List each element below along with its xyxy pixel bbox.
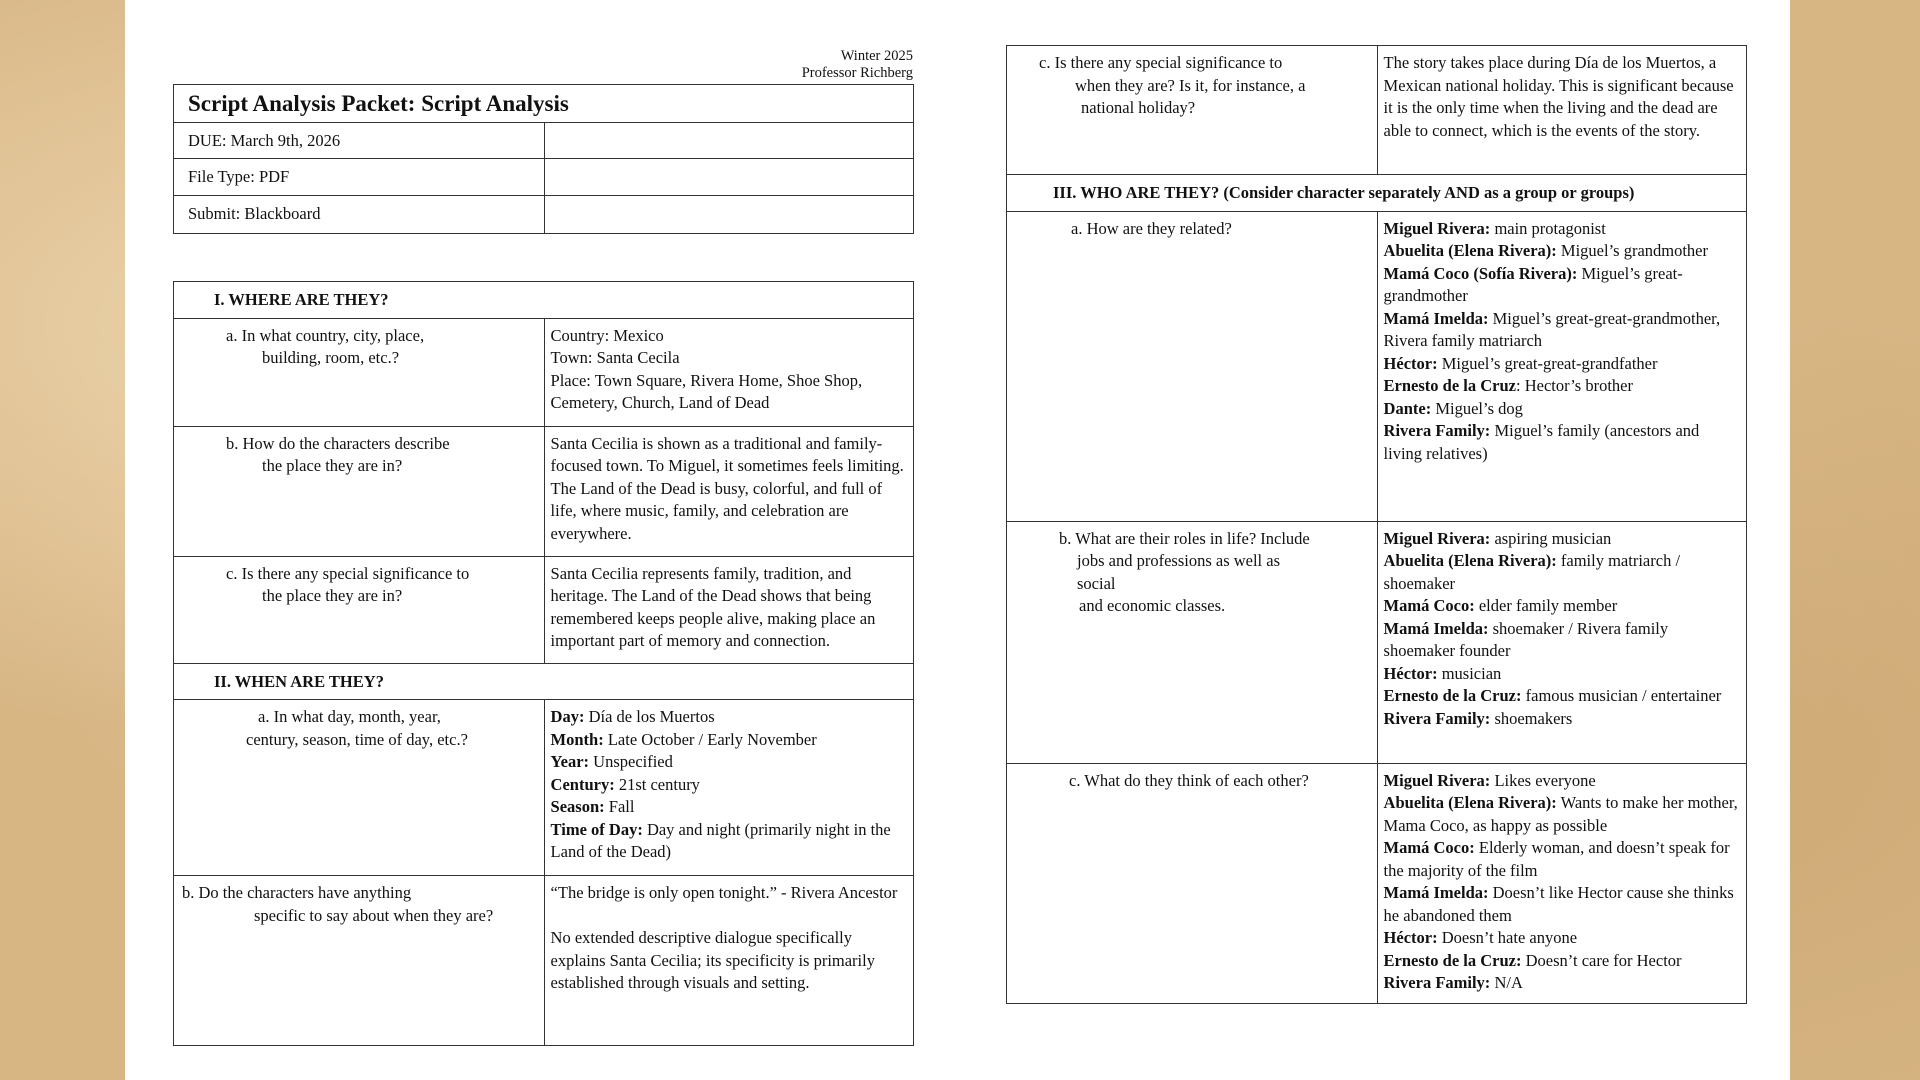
answer-who-a: Miguel Rivera: main protagonist Abuelita (Elena Rivera): Miguel’s grandmother Mamá Coco (Sofía Rivera): Miguel’s great-grandmother Mamá Imelda: Miguel’s great-great-grandmother, Rivera family matriarch Héctor: Miguel’s great-great-grandfather Ernesto de la Cruz: Hector’s brother Dante: Miguel’s dog Rivera Family: Miguel’s family (ancestors and living relatives) (1377, 211, 1746, 521)
section-heading-when: II. WHEN ARE THEY? (174, 663, 914, 700)
due-date: DUE: March 9th, 2026 (174, 122, 545, 159)
answer-where-c: Santa Cecilia represents family, tradition, and heritage. The Land of the Dead shows that being remembered keeps people alive, making place an important part of memory and connection. (544, 556, 913, 663)
question-where-a: a. In what country, city, place, building, room, etc.? (174, 318, 545, 426)
when-year: Year: Unspecified (550, 752, 673, 771)
section-heading-where: I. WHERE ARE THEY? (174, 282, 914, 319)
answer-when-a (544, 700, 913, 876)
question-who-b: b. What are their roles in life? Include jobs and professions as well as social and economic classes. (1007, 521, 1378, 763)
question-when-b: b. Do the characters have anything specific to say about when they are? (174, 876, 545, 1046)
professor-label: Professor Richberg (801, 65, 913, 81)
empty-cell (544, 196, 913, 234)
question-where-c: c. Is there any special significance to the place they are in? (174, 556, 545, 663)
question-where-b: b. How do the characters describe the place they are in? (174, 426, 545, 556)
term-label: Winter 2025 (840, 48, 913, 64)
when-time-of-day: Time of Day: Day and night (primarily night in the Land of the Dead) (550, 819, 891, 861)
when-century: Century: 21st century (550, 774, 700, 794)
page-title: Script Analysis Packet: Script Analysis (174, 85, 914, 123)
when-month: Month: Late October / Early November (550, 729, 817, 749)
course-header (125, 48, 913, 82)
question-when-c: c. Is there any special significance to when they are? Is it, for instance, a national holiday? (1007, 46, 1378, 175)
question-who-c: c. What do they think of each other? (1007, 763, 1378, 1003)
answer-where-b: Santa Cecilia is shown as a traditional and family-focused town. To Miguel, it sometimes feels limiting. The Land of the Dead is busy, colorful, and full of life, where music, family, and celebration are everywhere. (544, 426, 913, 556)
analysis-table-right (1006, 45, 1747, 1004)
answer-when-c: The story takes place during Día de los Muertos, a Mexican national holiday. This is significant because it is the only time when the living and the dead are able to connect, which is the events of the story. (1377, 46, 1746, 175)
question-when-a: a. In what day, month, year, century, season, time of day, etc.? (174, 700, 545, 876)
empty-cell (544, 159, 913, 196)
empty-cell (544, 122, 913, 159)
answer-where-a: Country: Mexico Town: Santa Cecila Place: Town Square, Rivera Home, Shoe Shop, Cemetery, Church, Land of Dead (544, 318, 913, 426)
when-season: Season: Fall (550, 797, 635, 816)
when-day: Day: Día de los Muertos (550, 707, 715, 726)
file-type: File Type: PDF (174, 159, 545, 196)
title-table (173, 84, 914, 234)
section-heading-who: III. WHO ARE THEY? (Consider character separately AND as a group or groups) (1007, 175, 1747, 212)
analysis-table-left (173, 281, 914, 1046)
answer-when-b: “The bridge is only open tonight.” - Rivera Ancestor No extended descriptive dialogue specifically explains Santa Cecilia; its specificity is primarily established through visuals and setting. (544, 876, 913, 1046)
question-who-a: a. How are they related? (1007, 211, 1378, 521)
answer-who-c: Miguel Rivera: Likes everyone Abuelita (Elena Rivera): Wants to make her mother, Mama Coco, as happy as possible Mamá Coco: Elderly woman, and doesn’t speak for the majority of the film Mamá Imelda: Doesn’t like Hector cause she thinks he abandoned them Héctor: Doesn’t hate anyone Ernesto de la Cruz: Doesn’t care for Hector Rivera Family: N/A (1377, 763, 1746, 1003)
document-page (125, 0, 1790, 1080)
answer-who-b: Miguel Rivera: aspiring musician Abuelita (Elena Rivera): family matriarch / shoemaker Mamá Coco: elder family member Mamá Imelda: shoemaker / Rivera family shoemaker founder Héctor: musician Ernesto de la Cruz: famous musician / entertainer Rivera Family: shoemakers (1377, 521, 1746, 763)
submit-location: Submit: Blackboard (174, 196, 545, 234)
